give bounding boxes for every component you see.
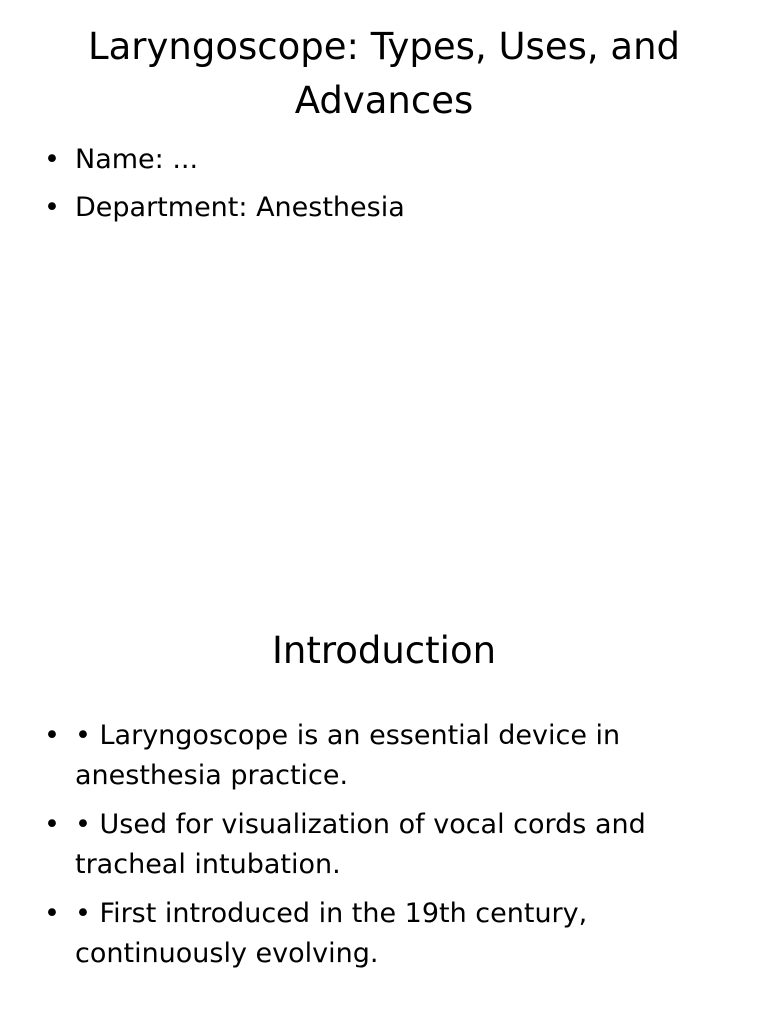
slide-introduction [0,512,768,1024]
bullet-text: Department: Anesthesia [75,192,405,223]
bullet-icon: • [44,720,60,751]
bullet-text: • First introduced in the 19th century, continuously evolving. [75,898,588,969]
list-item [40,188,728,228]
slide-title: Laryngoscope: Types, Uses, and Advances [87,25,681,122]
bullet-icon: • [44,809,60,840]
bullet-text: • Used for visualization of vocal cords and tracheal intubation. [75,809,646,880]
bullet-text: Name: ... [75,144,199,175]
list-item [40,140,728,180]
bullet-icon: • [44,192,60,223]
slide-title: Introduction [271,629,497,672]
bullet-text: • Laryngoscope is an essential device in anesthesia practice. [75,720,621,791]
bullet-icon: • [44,898,60,929]
list-item [40,805,728,885]
list-item [40,716,728,796]
bullet-icon: • [44,144,60,175]
bullet-list [40,716,728,983]
list-item [40,894,728,974]
bullet-list [40,140,728,236]
